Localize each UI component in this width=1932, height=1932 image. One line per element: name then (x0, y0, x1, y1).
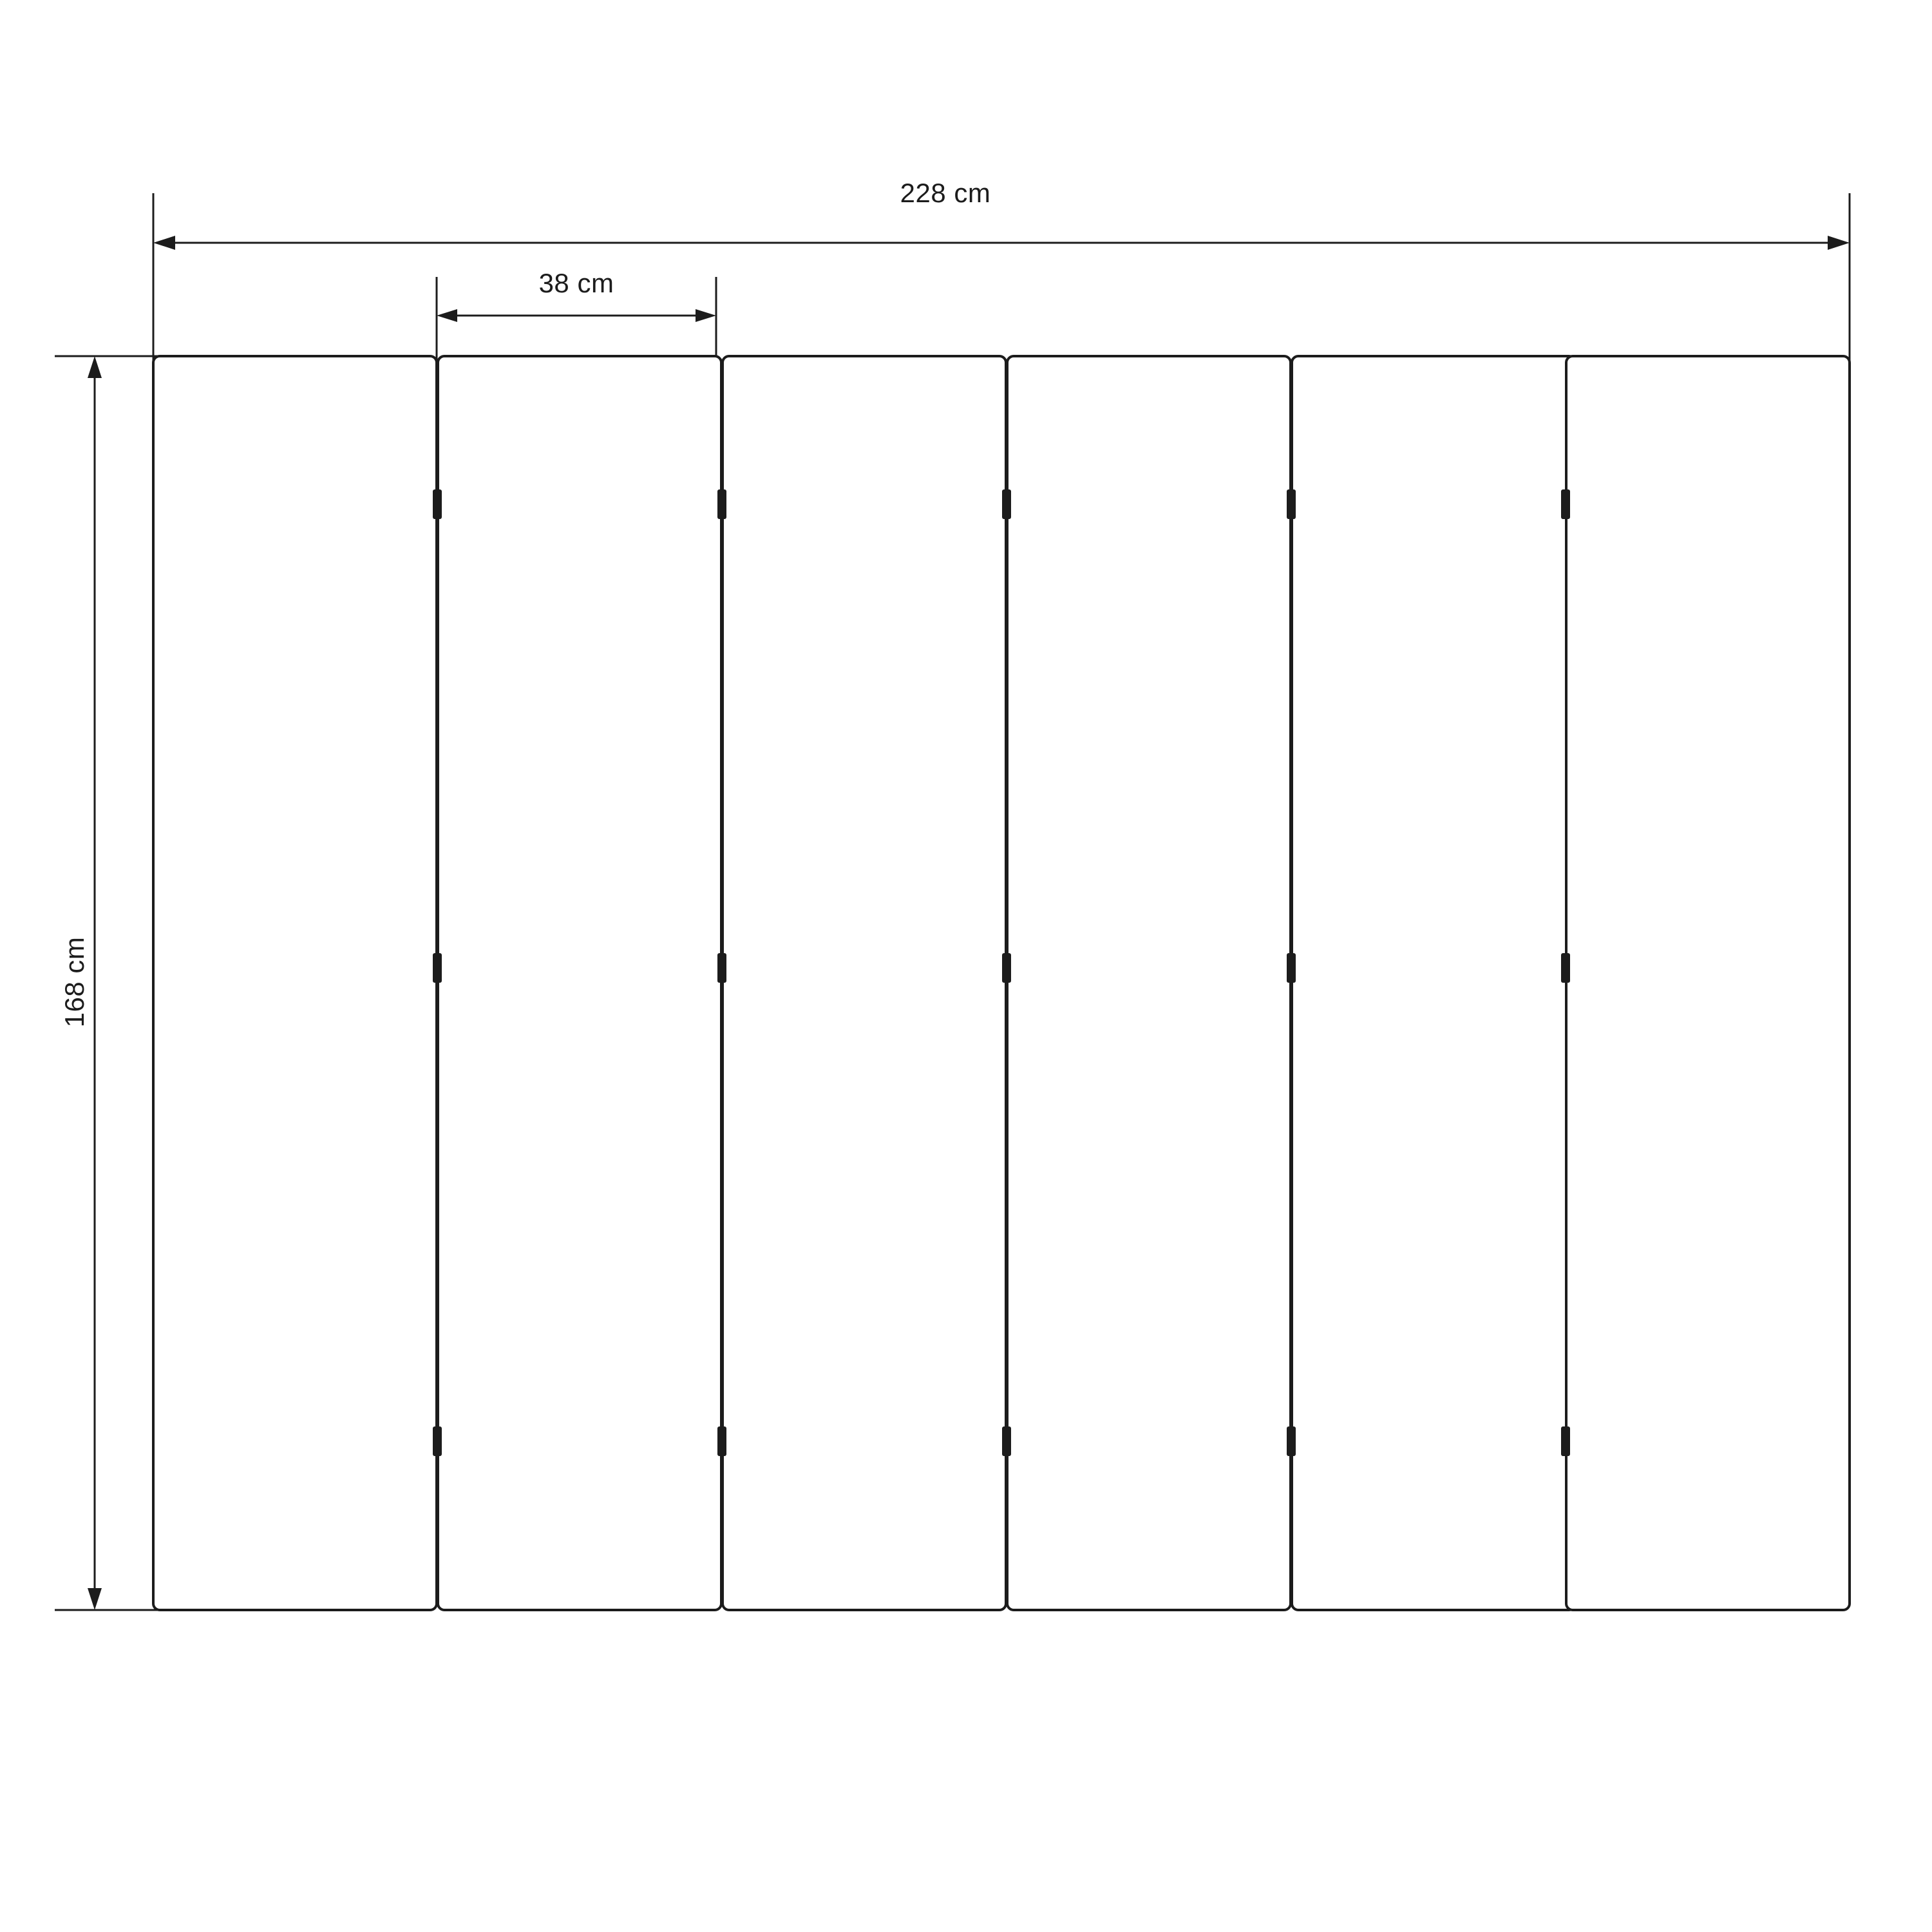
overall-width-dimension (153, 193, 1850, 361)
overall-height-label: 168 cm (59, 936, 90, 1028)
panel-6[interactable] (1566, 356, 1850, 1610)
hinge-icon (433, 489, 442, 519)
hinge-icon (1561, 489, 1570, 519)
panel-1[interactable] (153, 356, 437, 1610)
hinge-icon (1287, 1426, 1296, 1456)
panel-4[interactable] (1007, 356, 1291, 1610)
hinge-icon (433, 1426, 442, 1456)
hinge-icon (1002, 1426, 1011, 1456)
hinge-icon (717, 953, 726, 983)
panel-5[interactable] (1292, 356, 1575, 1610)
panel-width-label: 38 cm (538, 268, 614, 298)
overall-width-label: 228 cm (900, 178, 991, 208)
hinge-icon (1287, 953, 1296, 983)
hinge-icon (1002, 489, 1011, 519)
hinge-icon (1287, 489, 1296, 519)
hinge-icon (717, 1426, 726, 1456)
hinge-icon (433, 953, 442, 983)
hinge-icon (717, 489, 726, 519)
panel-group (153, 356, 1850, 1610)
hinge-icon (1561, 953, 1570, 983)
hinge-icon (1002, 953, 1011, 983)
hinge-icon (1561, 1426, 1570, 1456)
panel-3[interactable] (723, 356, 1006, 1610)
panel-2[interactable] (438, 356, 721, 1610)
